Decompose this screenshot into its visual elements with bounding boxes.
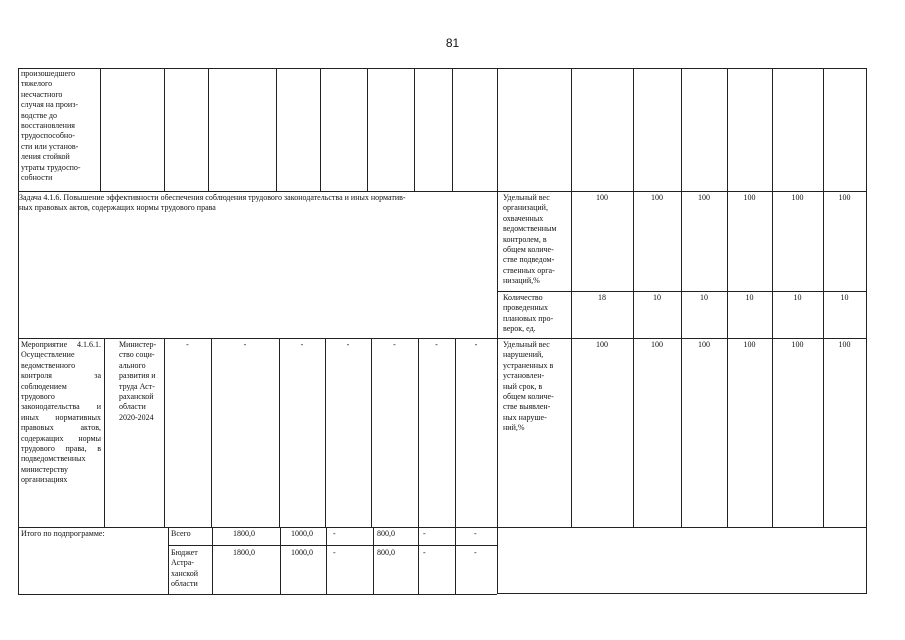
measure-dash: - xyxy=(186,340,189,349)
task-ind2-value: 18 xyxy=(598,293,606,302)
totals-value: 1000,0 xyxy=(291,529,313,538)
totals-value: 800,0 xyxy=(377,548,395,557)
task-ind2-value: 10 xyxy=(793,293,802,302)
task-indicator2-label: Количество проведенных плановых про- верок, ед. xyxy=(503,293,554,334)
totals-source-budget: Бюджет Астра- ханской области xyxy=(171,548,199,589)
task-ind2-value: 10 xyxy=(700,293,708,302)
measure-ind-value: 100 xyxy=(743,340,756,349)
measure-dash: - xyxy=(243,340,247,349)
task-ind1-value: 100 xyxy=(596,193,608,202)
totals-value: 1800,0 xyxy=(233,548,255,557)
totals-source-total: Всего xyxy=(171,529,191,538)
totals-value: 1000,0 xyxy=(291,548,313,557)
measure-ind-value: 100 xyxy=(698,340,710,349)
totals-value: - xyxy=(423,548,426,557)
row1-description: произошедшего тяжелого несчастного случая на произ- водстве до восстановления трудоспособно- сти или установ- ления стойкой утраты трудоспо- собности xyxy=(21,69,81,183)
measure-ind-value: 100 xyxy=(596,340,608,349)
totals-value: - xyxy=(474,548,477,557)
totals-value: - xyxy=(333,529,336,538)
task-ind1-value: 100 xyxy=(743,193,756,202)
task-ind2-value: 10 xyxy=(653,293,661,302)
totals-value: 800,0 xyxy=(377,529,395,538)
measure-ind-value: 100 xyxy=(838,340,851,349)
task-indicator1-label: Удельный вес организаций, охваченных ведомственным контролем, в общем количе- стве подведом- ственных орга- низаций,% xyxy=(503,193,557,286)
measure-dash: - xyxy=(435,340,438,349)
totals-value: 1800,0 xyxy=(233,529,255,538)
task-ind1-value: 100 xyxy=(698,193,710,202)
measure-dash: - xyxy=(474,340,478,349)
totals-value: - xyxy=(333,548,336,557)
totals-label: Итого по подпрограмме: xyxy=(21,529,105,538)
measure-executor: Министер- ство соци- ального развития и труда Аст- раханской области 2020-2024 xyxy=(119,340,157,422)
measure-dash: - xyxy=(393,340,396,349)
measure-indicator-label: Удельный вес нарушений, устраненных в установлен- ный срок, в общем количе- стве выявлен- ных наруше- ний,% xyxy=(503,340,554,433)
measure-dash: - xyxy=(300,340,304,349)
measure-ind-value: 100 xyxy=(651,340,663,349)
measure-name: Мероприятие 4.1.6.1. Осуществление ведомственного контроля за соблюдением трудового законодательства и иных нормативных правовых актов, содержащих нормы трудового права, в подведомственных министерству организациях xyxy=(21,340,101,485)
task-ind2-value: 10 xyxy=(840,293,849,302)
measure-ind-value: 100 xyxy=(791,340,804,349)
task-ind2-value: 10 xyxy=(745,293,754,302)
totals-value: - xyxy=(474,529,477,538)
task-ind1-value: 100 xyxy=(791,193,804,202)
task-title: Задача 4.1.6. Повышение эффективности обеспечения соблюдения трудового законодательства и иных норматив- ных правовых актов, содержащих нормы трудового права xyxy=(19,193,406,213)
measure-dash: - xyxy=(346,340,350,349)
totals-value: - xyxy=(423,529,426,538)
task-ind1-value: 100 xyxy=(838,193,851,202)
page-number: 81 xyxy=(445,36,460,50)
task-ind1-value: 100 xyxy=(651,193,663,202)
